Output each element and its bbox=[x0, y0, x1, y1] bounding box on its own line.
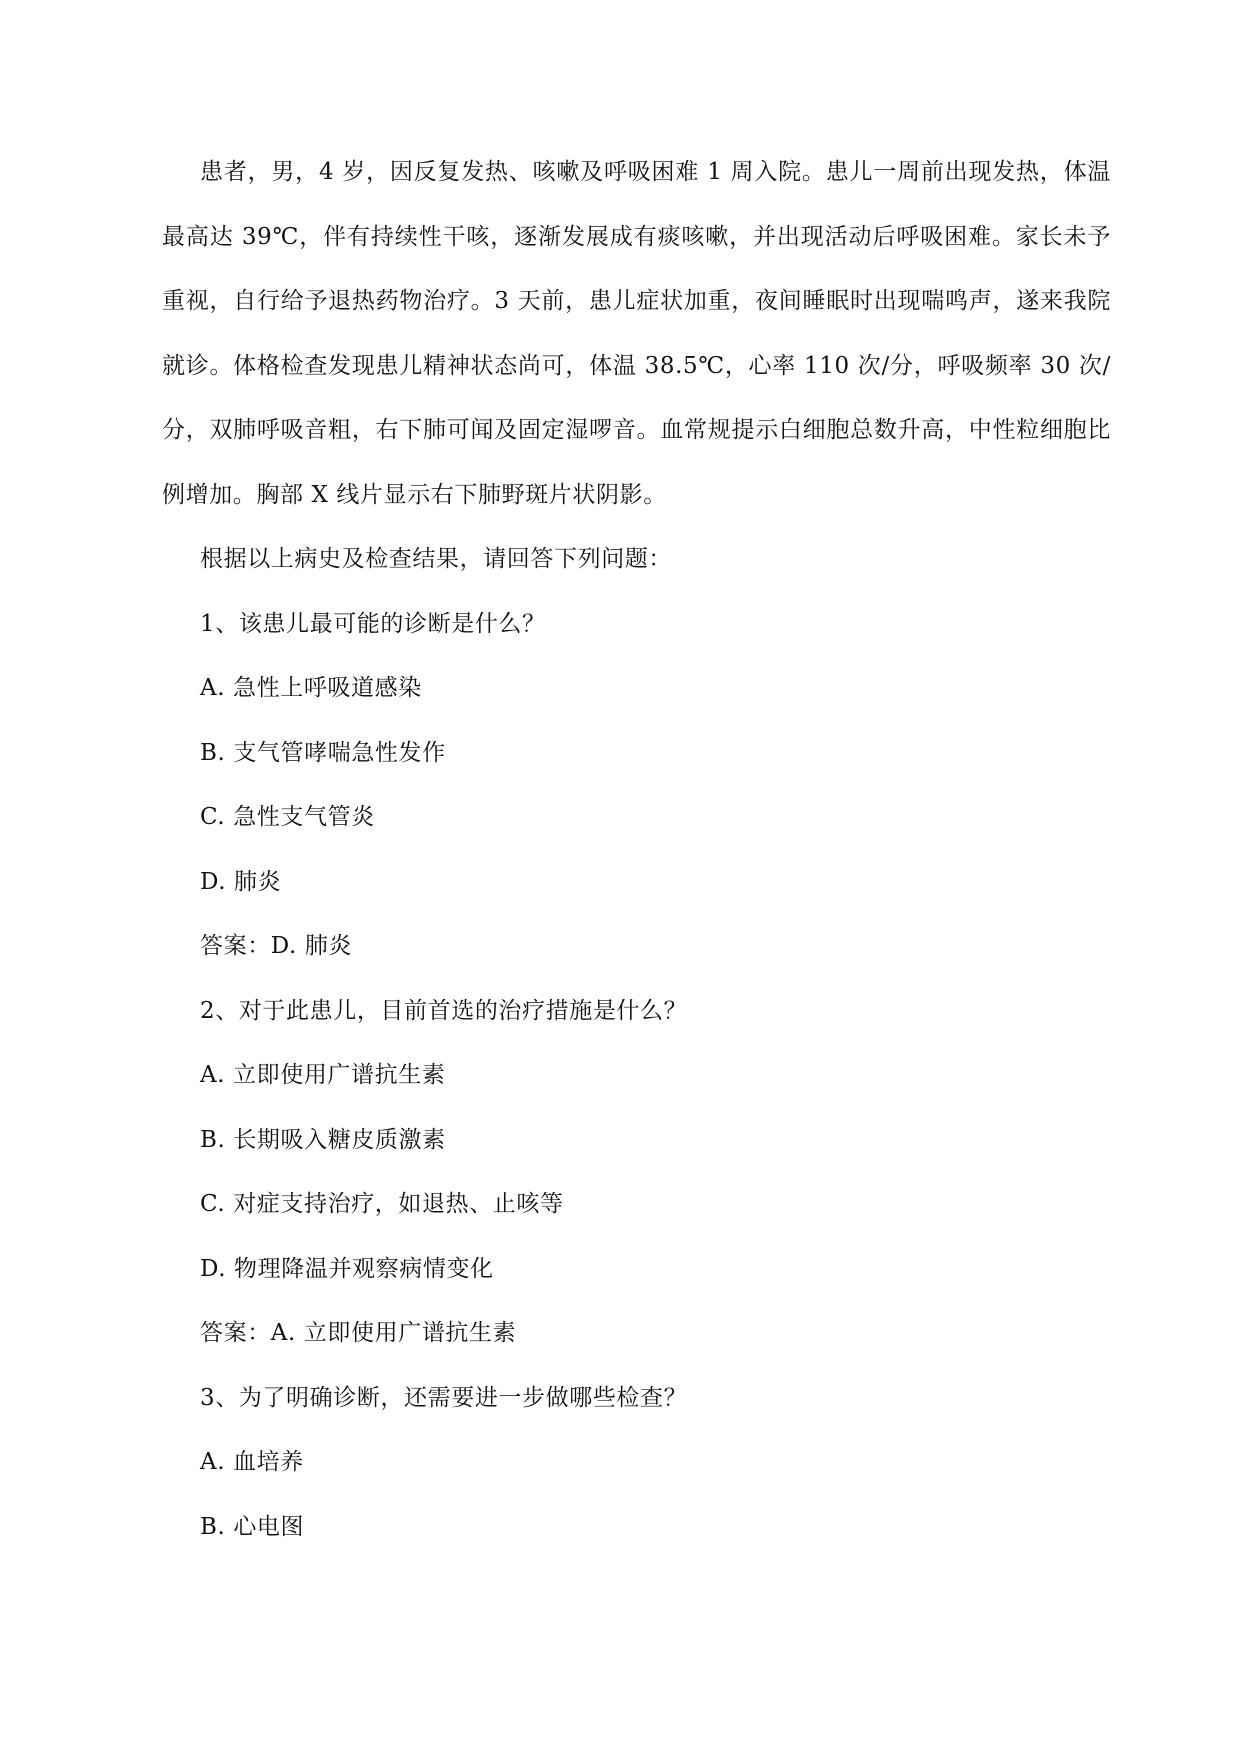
question-3: 3、为了明确诊断，还需要进一步做哪些检查？ bbox=[200, 1384, 688, 1411]
case-description: 患者，男，4 岁，因反复发热、咳嗽及呼吸困难 1 周入院。患儿一周前出现发热，体温最高达 39℃，伴有持续性干咳，逐渐发展成有痰咳嗽，并出现活动后呼吸困难。家长未予重视，自行给予退热药物治疗。3 天前，患儿症状加重，夜间睡眠时出现喘鸣声，遂来我院就诊。体格检查发现患儿精神状态尚可，体温 38.5℃，心率 110 次/分，呼吸频率 30 次/分，双肺呼吸音粗，右下肺可闻及固定湿啰音。血常规提示白细胞总数升高，中性粒细胞比例增加。胸部 X 线片显示右下肺野斑片状阴影。 bbox=[162, 159, 1112, 508]
q2-option-a: A. 立即使用广谱抗生素 bbox=[200, 1062, 446, 1088]
q2-option-d: D. 物理降温并观察病情变化 bbox=[200, 1255, 494, 1282]
intro-text: 根据以上病史及检查结果，请回答下列问题： bbox=[200, 546, 672, 572]
q2-option-b: B. 长期吸入糖皮质激素 bbox=[200, 1126, 446, 1153]
q2-option-c: C. 对症支持治疗，如退热、止咳等 bbox=[200, 1191, 564, 1217]
q3-option-b: B. 心电图 bbox=[200, 1513, 305, 1540]
q2-answer: 答案：A. 立即使用广谱抗生素 bbox=[200, 1320, 517, 1346]
q1-answer: 答案：D. 肺炎 bbox=[200, 933, 353, 959]
q1-option-c: C. 急性支气管炎 bbox=[200, 804, 375, 830]
q1-option-b: B. 支气管哮喘急性发作 bbox=[200, 739, 446, 766]
question-1: 1、该患儿最可能的诊断是什么？ bbox=[200, 610, 546, 637]
question-2: 2、对于此患儿，目前首选的治疗措施是什么？ bbox=[200, 997, 688, 1024]
q1-option-d: D. 肺炎 bbox=[200, 868, 282, 895]
q3-option-a: A. 血培养 bbox=[200, 1449, 304, 1475]
q1-option-a: A. 急性上呼吸道感染 bbox=[200, 675, 422, 701]
